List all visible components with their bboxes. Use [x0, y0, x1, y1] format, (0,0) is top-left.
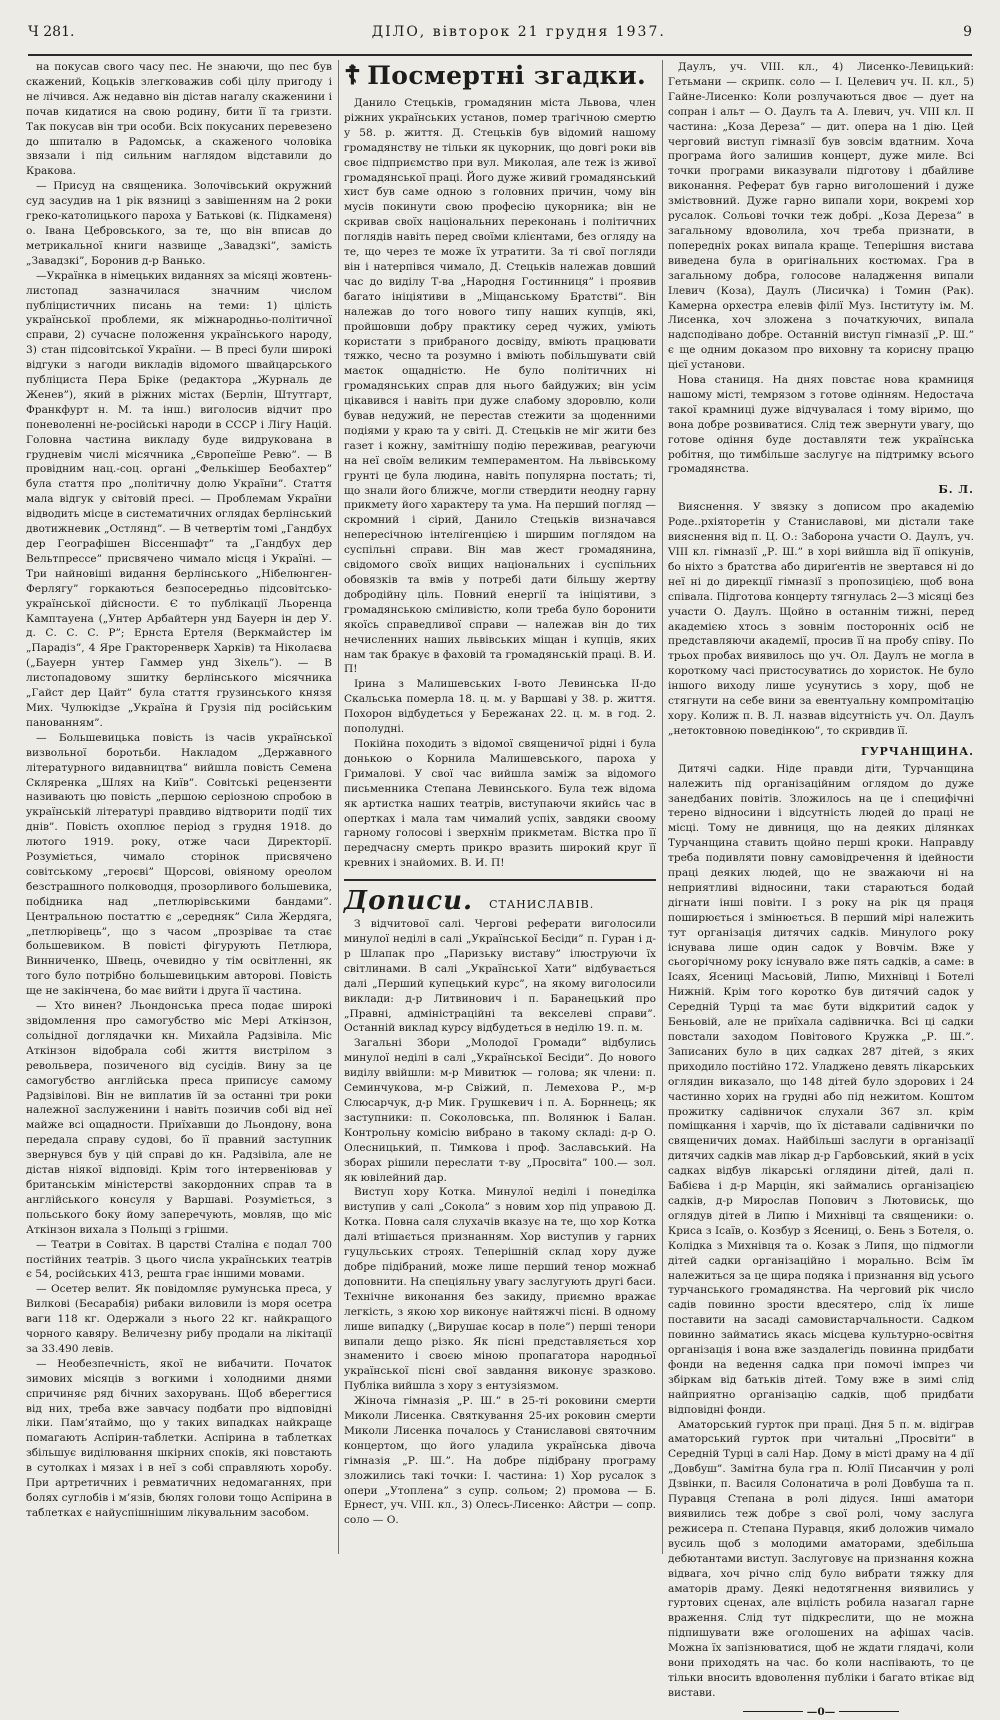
signature: Б. Л.: [938, 483, 974, 497]
masthead-title: ДІЛО, вівторок 21 грудня 1937.: [371, 24, 666, 40]
column-divider: [338, 60, 339, 1554]
orthodox-cross-icon: ☦: [344, 61, 362, 91]
article-paragraph: — Хто винен? Льондонська преса подає широкі звідомлення про самогубство міс Мері Аткінзон, сольідної доглядачки кн. Михайла Радзівіла. Міс Аткінзон відобрала собі життя вистрілом з револьвера, позиченого від сусідів. Вину за це самогубство англійська преса приписує самому Радзівілові. Він не виплатив їй за останні три роки належної заслуженини і навіть позичив собі від неї майже всі ощадности. Приїхавши до Льондону, вона передала справу судові, бо її правний заступник звернувся був у цій справі до кн. Радзівіла, але не дістав ніякої відповіді. Крім того інтервеніював у британськім міністерстві закордонних справ та в англійського консуля у Варшаві. Розуміється, з польського боку йому заперечують, мовляв, що міс Аткінзон вихала з Польщі з грішми.: [26, 1000, 332, 1236]
dopys-paragraph: Загальні Збори „Молодої Громади” відбулись минулої неділі в салі „Української Бесіди”. До нового виділу ввійшли: м-р Мивитюк — голова; як члени: п. Семинчукова, м-р Свіжий, п. Лемехова Р., м-р Слюсарчук, д-р Мик. Грушкевич і п. А. Борннець; як заступники: п. Соколовська, пп. Волянюк і Балан. Контрольну комісію вибрано в такому складі: д-р О. Олесницький, п. Тимкова і проф. Заславський. На зборах рішили переслати т-ву „Просвіта” 100.— зол. як ювілейний дар.: [344, 1037, 656, 1184]
article-paragraph: Нова станиця. На днях повстає нова крамниця нашому місті, темрязом з готове одінням. Недостача такої крамниці дуже відчувалася і тому віримо, що вона добре розвиватися. Слід теж звернути увагу, що готове одіння буде доставляти теж українська робітня, що тимбільше заслугує на підтримку всього громадянства.: [668, 374, 974, 476]
article-paragraph: — Осетер велит. Як повідомляє румунська преса, у Вилкові (Бесарабія) рибаки виловили із моря осетра ваги 118 кг. Одержали з нього 22 кг. найкращого чорного кавяру. Величезну рибу продали на лікітації за 33.490 левів.: [26, 1283, 332, 1355]
article-paragraph: Даулъ, уч. VIII. кл., 4) Лисенко-Левицький: Гетьмани — скрипк. соло — І. Целевич уч. ІІ. кл., 5) Гайне-Лисенко: Коли розлучаються двоє — дует на сопран і альт — О. Даулъ та А. Ілевич, уч. VIII кл. ІІ частина: „Коза Дереза” — дит. опера на 1 дію. Цей черговий виступ гімназії був зовсім вдатним. Хоча програма його залишив концерт, дуже миле. Всі точки програми виказували підготову і дбайливе виконання. Реферат був гарно виголошений і дуже зміствовний. Дуже гарно випали хори, вокремі хор русалок. Сольові точки теж добрі. „Коза Дереза” в загальному вдоволила, хоч треба признати, в попередніх роках випала краще. Теперішня вистава виведена була в оригінальних костюмах. Гра в загальному добра, голосове наладження випали Ілевич (Коза), Даулъ (Лисичка) і Томин (Рак). Камерна орхестра елевів філії Муз. Інституту ім. М. Лисенка, хоч зложена з початкуючих, випала надсподівано добре. Останній виступ гімназії „Р. Ш.” є ще одним доказом про виховну та корисну працю цієї установи.: [668, 61, 974, 372]
page-number-left: Ч 281.: [28, 24, 75, 40]
region-heading: ГУРЧАНЩИНА.: [861, 744, 974, 758]
article-paragraph: — Присуд на священика. Золочівський окружний суд засудив на 1 рік вязниці з завішенням на 2 роки греко-католицького пароха у Батькові (к. Підкаменя) о. Івана Цебровського, за те, що він вписав до метрикальної книги назвище „Завадзкі”, замість „Завадзкі”, Боронив д-р Ванько.: [26, 180, 332, 267]
dopys-paragraph: З відчитової салі. Черговi реферати виголосили минулої неділі в салі „Української Бесіди” п. Гуран і д-р Шлапак про „Паризьку виставу” ілюструючи їх світлинами. В салі „Української Хати” відбувається далі „Перший купецький курс”, на якому виголосили виклади: д-р Литвинович і п. Баранецький про „Правні, адміністраційні та векселеві справи”. Останній виклад курсу відбудеться в неділю 19. п. м.: [344, 918, 656, 1035]
article-paragraph: — Необезпечність, якої не вибачити. Початок зимових місяців з вогкими і холодними днями спричиняє ряд бічних захорувань. Щоб вберегтися від них, треба вже завчасу подбати про відповідні ліки. Пам’ятаймо, що у таких випадках найкраще помагають Аспірин-таблетки. Аспірина в таблетках збільшує виділювання шкірних споків, які повстають в сутолках і мязах і в неї з собі справляють хоробу. При артретичних і ревматичних недомаганнях, при болях суглобів і м’язів, бюлях голови тощо Аспірина в таблетках є найуспішнішим лікувальним засобом.: [26, 1357, 332, 1519]
article-paragraph: на покусав свого часу пес. Не знаючи, що пес був скажений, Коцьків злегковажив собі цілу пригоду і не лічився. Аж недавно він дістав нагалу скаженини і почав кидатися на свою родину, бити її та гризти. Так покусав він три особи. Всіх покусаних перевезено до шпиталю в Радомськ, а скаженого чоловіка звязали і під сильним наглядом відставили до Кракова.: [26, 61, 332, 178]
dopysy-heading: [344, 879, 656, 917]
dopys-paragraph: Виступ хору Котка. Минулої неділі і понеділка виступив у салі „Сокола” з новим хор під управою Д. Котка. Повна саля слухачів вказує на те, що хор Котка далі втішається признанням. Хор виступив у гарних гуцульських строях. Теперішній склад хору дуже добре підібраний, може лише перший тенор можнаб доповнити. На спеціяльну увагу заслугують другі баси. Технічне виконання без закиду, приємно вражає легкість, з якою хор виконує найтяжчі пісні. В одному лише випадку („Вирушає косар в поле”) перші тенори випали дещо різко. Як пісні представляється хор знаменито і своєю міною пропагатора народньої української пісні свої завдання виконує зразково. Публіка вийшла з хору з ентузіязмом.: [344, 1186, 656, 1393]
column-3: [668, 60, 974, 1718]
end-text: —0—: [806, 1705, 836, 1718]
obituaries-heading: [344, 60, 656, 96]
obituaries-title: Посмертні згадки.: [367, 61, 647, 90]
article-paragraph: — Большевицька повість із часів української визвольної боротьби. Накладом „Державного літературного видавництва” вийшла повість Семена Скляренка „Шлях на Київ”. Совітські рецензенти називають цю повість „першою серіозною спробою в українській літературі правдиво відтворити події тих днів”. Повість охоплює період з грудня 1918. до лютого 1919. року, отже часи Директорії. Розуміється, чимало сторінок присвячено совітському „героєві” Щорсові, овіяному ореолом безстрашного полководця, прозорливого большевика, побідника над „петлюрівськими бандами”. Центральною постаттю є „середняк” Сила Жердяга, „петлюрівець”, що з часом „прозріває та стає большевиком. В повісті фігурують Петлюра, Винниченко, Швець, очевидно у тім освітленні, як того було потрібно большевицьким авторові. Повість ще не закінчена, бо має вийти і друга її частина.: [26, 731, 332, 998]
dopysy-place: СТАНИСЛАВІВ.: [489, 898, 595, 912]
end-mark: [668, 1705, 974, 1720]
column-divider: [662, 60, 663, 1554]
end-rule: [839, 1711, 899, 1712]
article-paragraph: Вияснення. У звязку з дописом про академію Роде..рхіяторетін у Станиславові, ми дістали таке вияснення від п. Ц. О.: Заборона участи О. Даулъ, уч. VIII кл. гімназії „Р. Ш.” в хорі вийшла від її опікунів, бо ніхто з братства або дириґентів не звертався ні до неї ні до дирекції гімназії з пропозицією, щоб вона співала. Підготова концерту тягнулась 2—3 місяці без участи О. Даулъ. Щойно в останнім тижні, перед академією хтось з зовнім посторонніх осіб не представляючи академії, просив її на пробу співу. По трьох пробах виявилось що уч. Ол. Даулъ не могла в короткому часі пристосуватись до хористок. Не було іншого виходу лише усунутись з хору, щоб не стягнути на себе вини за евентуальну компромітацію хору. Колиж п. В. Л. назвав відсутність уч. Ол. Даулъ „нетоктовною поведінкою”, то скривдив її.: [668, 501, 974, 737]
obituary-paragraph: Ірина з Малишевських І-вото Левинська ІІ-до Скальська померла 18. ц. м. у Варшаві у 38. р. життя. Похорон відбудеться у Бережанах 22. ц. м. в год. 2. пополудні.: [344, 678, 656, 736]
page-number-right: 9: [963, 24, 972, 40]
end-rule: [743, 1711, 803, 1712]
column-2: [344, 60, 656, 1554]
article-paragraph: Дитячі садки. Ніде правди діти, Турчанщина належить під організаційним оглядом до дуже занедбаних повітів. Зложилось на це і специфічні терено відносини і відсутність людей до праці не місці. Тому не дивниця, що на деяких ділянках Турчанщина ставить щойно перші кроки. Направду треба подивляти повну самовідречення й ідейности праці деяких людей, що не зважаючи ні на неприятливі відносини, таки стараються бодай дігнати інші повіти. І з року на рік ця праця поширюється і змінюється. В перший мірі належить тут організація дитячих садків. Минулого року існувава лише один садок у Вовчім. Вже у сьогорічному року існувало вже пять садків, а саме: в Ісаях, Ясениці Масьовій, Липю, Михнівці і Ботелі Нижній. Крім того коротко був дитячий садок у Середній Турці та має бути відкритий садок у Беньовій, але не приїхала садівничка. Всі ці садки повстали заходом Повітового Кружка „Р. Ш.”. Записаних було в цих садках 287 дітей, з яких приходило постійно 172. Уладжено девять лікарських оглядин виказало, що 148 дітей було здорових і 24 частинно хорих на грудні або під нежитом. Коштом прожитку садівничок слухали 367 зл. крім поміщкання і харчів, що їх діставали садівнички по священичих домах. Найбільші заслуги в організації дитячих садків мав лікар д-р Гарбовський, який в усіх садках відбув лікарські оглядини дітей, далі п. Бабієва і д-р Марцін, які займались організацією садків, д-р Мирослав Попович з Лютовиськ, що оглядув дітей в Липю і Михнівці та священики: о. Криса з Ісаїв, о. Козбур з Ясениці, о. Бень з Ботеля, о. Колідка з Михнівця та о. Козак з Липя, що підмогли дітей садки організаційно і морально. Всім їм належиться за це щира подяка і признання від усього турчанського громадянства. На черговий рік число садів повинно зрости вдесятеро, слід їх лише поставити на засаді самовистарчальности. Садком повинно займатись якась місцева культурно-освітня організація і вона вже заздалегідь повинна придбати фонди на ведення садка при помочі імпрез чи збіркам від батьків дітей. Тому вже в зимі слід найприятно організацію садків, щоб придбати відповідні фонди.: [668, 762, 974, 1416]
masthead: [28, 24, 972, 56]
dopysy-title: Дописи.: [344, 886, 474, 917]
article-paragraph: Аматорський гурток при праці. Дня 5 п. м. відіграв аматорський гурток при читальні „Просвіти” в Середній Турці в салі Нар. Дому в місті драму на 4 дії „Довбуш”. Замітна була гра п. Юлії Писанчин у ролі Дзвінки, п. Василя Солонатича в ролі Довбуша та п. Пуравця Степана в ролі дідуся. Інші аматори виявились теж добре з свої ролі, чому заслуга режисера п. Степана Пуравця, якиб доложив чимало вусиль щоб з молодими аматорами, здебільша дебютантами виступ. Заслуговує на признання кожна відвага, хоч річно слід було вибрати тяжку для аматорів драму. Деякі недотягнення виявились у гуртових сценах, але вцілість робила назагал гарне враження. Слід тут підкреслити, що не можна підпишувати вже оголошених на афішах часів. Можна їх запізнюватися, щоб не ждати глядачі, коли вони приходять на час. бо коли наспівають, то це тільки вносить вдоволення публіки і багато втікає від вистави.: [668, 1418, 974, 1699]
obituary-paragraph: Покійна походить з відомої священичої рідні і була донькою о Корнила Малишевського, пароха у Грималові. У свої час вийшла заміж за відомого письменника Степана Левинського. Була теж відома як артистка наших театрів, виступаючи якийсь час в опертках і мала там чималий успіх, завдяки своому гарному голосові і зверхнім прикметам. Вістка про її передчасну смерть прикро вразить широкий круг її кревних і знайомих. В. И. П!: [344, 737, 656, 870]
article-paragraph: —Українка в німецьких виданнях за місяці жовтень-листопад зазначилася значним числом публіцистичних писань на теми: 1) цілість української проблеми, як міжнародньо-політичної справи, 2) сучасне положення українського народу, 3) стан підсовітської України. — В пресі були широкі відгуки з нагоди викладів відомого швайцарського публіциста Пера Бріке (редактора „Журналь де Женев”), який в ріжних містах (Берлін, Штутгарт, Франкфурт н. М. та інш.) виголосив відчит про поневоленні не-російські народи в СССР і Лігу Націй. Головна частина викладу буде видрукована в грудневім числі місячника „Європеїше Ревю”. — В провідним нац.-соц. органі „Фелькішер Беобахтер” була стаття про „політичну долю України”. Стаття мала відгук у світовій пресі. — Проблемам України відводить місце в систематичних оглядах берлінський двотижневик „Остлянд”. — В четвертім томі „Гандбух дер Географішен Віссеншафт” та „Гандбух дер Вельтпрессе” присвячено чимало місця і Україні. — Три найновіші видання берлінського „Нібелюнген-Ферлягу” горкаються безпосередньо підсовітсько-української дійсности. Є то публікації Льоренца Камптауена („Унтер Арбайтерн унд Бауерн ін дер У. д. С. С. С. Р”; Ернста Ертеля (Веркмайстер ім „Парадіз”, 4 Яре Гракторенверк Харків) та Ніколаєва („Бауерн унтер Гаммер унд Зіхель”). — В листопадовому зшитку берлінського місячника „Гайст дер Цайт” була стаття грузинського князя Мих. Чулюкідзе „Україна й Грузія під російським панованням”.: [26, 269, 332, 729]
dopys-paragraph: Жіноча гімназія „Р. Ш.” в 25-ті роковини смерти Миколи Лисенка. Святкування 25-их роковин смерти Миколи Лисенка почалось у Станиславові святочним концертом, що його уладила українська дівоча гімназія „Р. Ш.”. На добре підібрану програму зложились такі точки: І. частина: 1) Хор русалок з опери „Утоплена” з супр. сольом; 2) промова — Б. Ернест, уч. VIII. кл., 3) Олесь-Лисенко: Айстри — сопр. соло — О.: [344, 1395, 656, 1527]
column-1: [26, 60, 332, 1554]
obituary-paragraph: Данило Стецьків, громадянин міста Львова, член ріжних українських установ, помер трагічною смертю у 58. р. життя. Д. Стецьків був відомий нашому громадянству не тільки як цукорник, що довгі роки вів своє підприємство при вул. Миколая, але теж із живої громадянської праці. Його дуже живий громадянський хист був саме одною з головних причин, чому він мусів покинути свою професію цукорника; він не скривав своїх національних переконань і політичних поглядів навіть перед своїми клієнтами, без огляду на те, що через те може їх утратити. За ті свої погляди він і натерпівся чимало, Д. Стецьків належав довший час до виділу Т-ва „Народня Гостинниця” і проявив багато ініціятиви в „Міщанському Братстві”. Він належав до того нового типу наших купців, які, пройшовши добру практику серед чужих, уміють користати з прибраного досвіду, вміють працювати тяжко, чесно та розумно і вміють побільшувати свій маєток ощадністю. Не було політичних ні громадянських справ для нього байдужих; він усім цікавився і навіть при дуже слабому здоровлю, коли бував недужий, не перестав стежити за щоденними подіями у краю та у світі. Д. Стецьків не міг жити без газет і кожну, замітнішу подію переживав, реагуючи на неї своїм великим темпераментом. На львівському грунті це була людина, навіть популярна постать; ті, що знали його ближче, могли ствердити неодну гарну прикмету його характеру та ума. На перший погляд — скромний і сірий, Данило Стецьків визначався непересічною інтелігенцією і ширшим поглядом на суспільні справи. Він мав жест громадянина, свідомого своїх вищих національних і суспільних обовязків та вмів у потребі дати більшу жертву добродійну ціль. Повний енергії та ініціятиви, з громадянською сміливістю, коли треба було боронити якоїсь справедливої справи — належав він до тих нечисленних наших львівських міщан і купців, яких нам так бракує в фаховій та громадянській праці. В. И. П!: [344, 97, 656, 676]
article-paragraph: — Театри в Совітах. В царстві Сталіна є подал 700 постійних театрів. З цього числа українських театрів є 54, російських 413, решта грає іншими мовами.: [26, 1238, 332, 1281]
